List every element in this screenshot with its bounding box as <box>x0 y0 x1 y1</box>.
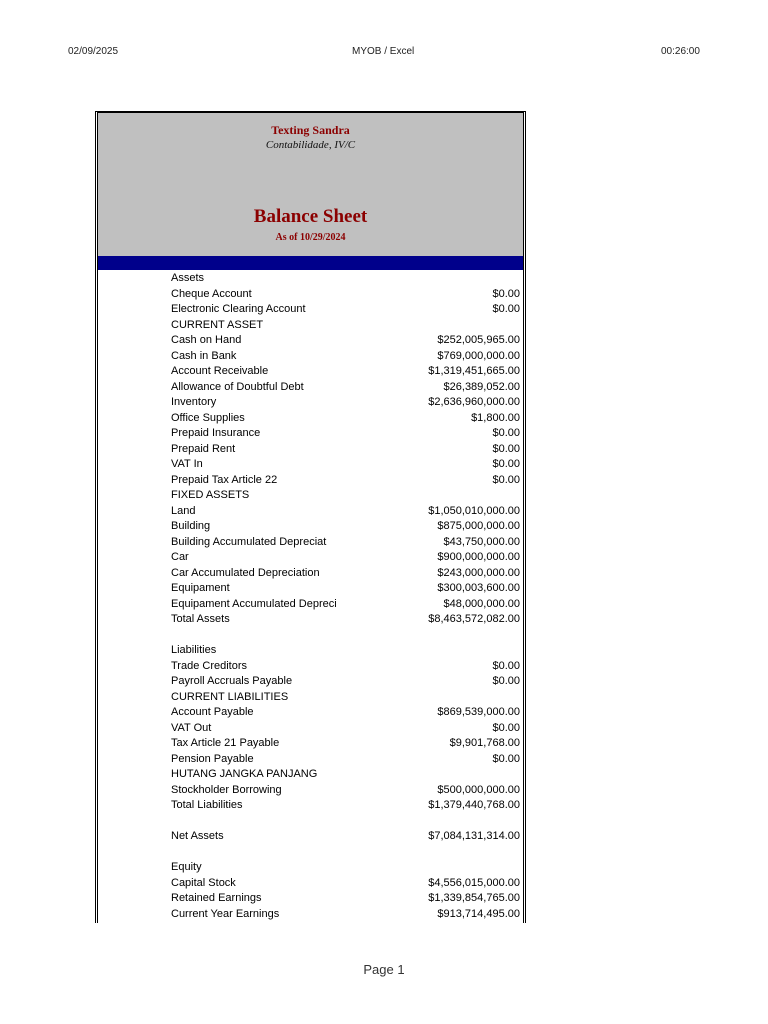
row-value: $0.00 <box>492 659 520 672</box>
table-row <box>98 674 523 690</box>
row-value: $2,636,960,000.00 <box>428 396 520 408</box>
row-value: $0.00 <box>492 675 520 687</box>
row-value: $7,084,131,314.00 <box>428 830 520 842</box>
table-row <box>98 659 523 675</box>
row-value: $0.00 <box>492 442 520 455</box>
balance-sheet-rows <box>98 271 523 922</box>
print-time: 00:26:00 <box>661 46 700 57</box>
table-row <box>98 829 523 845</box>
row-label: Building <box>171 520 211 532</box>
row-value: $875,000,000.00 <box>437 520 520 532</box>
table-row <box>98 690 523 706</box>
row-value: $8,463,572,082.00 <box>428 613 520 625</box>
row-value: $43,750,000.00 <box>443 535 520 548</box>
row-label: CURRENT LIABILITIES <box>171 690 289 703</box>
table-row <box>98 891 523 907</box>
row-label: Account Payable <box>171 706 254 718</box>
row-value: $1,379,440,768.00 <box>428 799 520 811</box>
row-label: Payroll Accruals Payable <box>171 675 293 687</box>
table-row <box>98 783 523 799</box>
table-row <box>98 643 523 659</box>
row-value: $1,339,854,765.00 <box>428 892 520 904</box>
table-row <box>98 612 523 628</box>
row-label: Building Accumulated Depreciat <box>171 535 327 548</box>
company-subtitle: Contabilidade, IV/C <box>265 139 356 151</box>
table-row <box>98 426 523 442</box>
row-value: $913,714,495.00 <box>437 907 520 920</box>
table-row <box>98 752 523 768</box>
row-label: Stockholder Borrowing <box>171 783 282 796</box>
table-row <box>98 597 523 613</box>
table-row <box>98 550 523 566</box>
row-label: Net Assets <box>171 830 224 842</box>
row-label: VAT In <box>171 458 203 470</box>
row-value: $252,005,965.00 <box>437 334 520 346</box>
row-value: $26,389,052.00 <box>443 380 520 393</box>
row-value: $4,556,015,000.00 <box>428 876 520 889</box>
row-label: Liabilities <box>171 644 217 656</box>
table-row <box>98 907 523 923</box>
row-value: $0.00 <box>492 427 520 439</box>
table-row <box>98 411 523 427</box>
company-name: Texting Sandra <box>271 123 350 137</box>
row-label: Equipament <box>171 582 230 594</box>
row-value: $9,901,768.00 <box>449 737 520 749</box>
row-label: Cheque Account <box>171 287 252 300</box>
table-row <box>98 519 523 535</box>
row-label: Cash on Hand <box>171 334 242 346</box>
header-divider-bar <box>98 256 523 270</box>
row-label: Prepaid Tax Article 22 <box>171 473 278 486</box>
balance-sheet-report <box>95 111 526 923</box>
row-label: Equity <box>171 861 202 873</box>
page-number: Page 1 <box>363 962 405 977</box>
row-value: $300,003,600.00 <box>437 582 520 594</box>
table-row <box>98 488 523 504</box>
row-value: $900,000,000.00 <box>437 551 520 563</box>
table-row <box>98 442 523 458</box>
row-label: Account Receivable <box>171 365 269 377</box>
row-label: Inventory <box>171 396 217 408</box>
row-label: Tax Article 21 Payable <box>171 737 280 749</box>
row-value: $0.00 <box>492 752 520 765</box>
row-label: Equipament Accumulated Depreci <box>171 597 337 610</box>
row-label: Car <box>171 551 189 563</box>
row-value: $48,000,000.00 <box>443 597 520 610</box>
row-value: $869,539,000.00 <box>437 706 520 718</box>
table-row <box>98 876 523 892</box>
row-label: Car Accumulated Depreciation <box>171 566 320 579</box>
row-label: Prepaid Insurance <box>171 427 261 439</box>
row-label: Allowance of Doubtful Debt <box>171 380 304 393</box>
table-row <box>98 457 523 473</box>
table-row <box>98 271 523 287</box>
table-row <box>98 628 523 644</box>
report-as-of-date: As of 10/29/2024 <box>275 232 346 243</box>
report-title: Balance Sheet <box>253 206 368 227</box>
table-row <box>98 860 523 876</box>
row-value: $1,050,010,000.00 <box>428 504 520 517</box>
row-label: Pension Payable <box>171 752 254 765</box>
table-row <box>98 705 523 721</box>
row-value: $0.00 <box>492 721 520 734</box>
table-row <box>98 798 523 814</box>
row-value: $769,000,000.00 <box>437 349 520 362</box>
row-label: Total Liabilities <box>171 799 243 811</box>
row-value: $0.00 <box>492 287 520 300</box>
table-row <box>98 814 523 830</box>
print-app-name: MYOB / Excel <box>352 46 415 57</box>
table-row <box>98 845 523 861</box>
table-row <box>98 318 523 334</box>
table-row <box>98 721 523 737</box>
row-label: Land <box>171 504 196 517</box>
row-label: Cash in Bank <box>171 349 237 362</box>
table-row <box>98 736 523 752</box>
table-row <box>98 287 523 303</box>
row-label: Office Supplies <box>171 411 245 424</box>
row-value: $0.00 <box>492 458 520 470</box>
row-value: $243,000,000.00 <box>437 566 520 579</box>
table-row <box>98 581 523 597</box>
table-row <box>98 395 523 411</box>
row-label: Current Year Earnings <box>171 907 280 920</box>
row-label: HUTANG JANGKA PANJANG <box>171 768 318 780</box>
row-label: CURRENT ASSET <box>171 318 264 331</box>
row-label: FIXED ASSETS <box>171 489 250 501</box>
table-row <box>98 535 523 551</box>
row-label: Electronic Clearing Account <box>171 303 306 315</box>
row-value: $0.00 <box>492 473 520 486</box>
row-label: Trade Creditors <box>171 659 248 672</box>
table-row <box>98 349 523 365</box>
row-value: $1,319,451,665.00 <box>428 365 520 377</box>
row-value: $500,000,000.00 <box>437 783 520 796</box>
table-row <box>98 333 523 349</box>
row-label: VAT Out <box>171 721 212 734</box>
table-row <box>98 380 523 396</box>
table-row <box>98 302 523 318</box>
table-row <box>98 566 523 582</box>
print-date: 02/09/2025 <box>68 46 119 57</box>
row-label: Capital Stock <box>171 876 236 889</box>
row-value: $0.00 <box>492 303 520 315</box>
report-title-band <box>98 113 523 256</box>
table-row <box>98 504 523 520</box>
row-value: $1,800.00 <box>471 411 520 424</box>
table-row <box>98 767 523 783</box>
row-label: Retained Earnings <box>171 892 262 904</box>
row-label: Prepaid Rent <box>171 442 236 455</box>
table-row <box>98 473 523 489</box>
row-label: Assets <box>171 272 205 284</box>
table-row <box>98 364 523 380</box>
row-label: Total Assets <box>171 613 230 625</box>
